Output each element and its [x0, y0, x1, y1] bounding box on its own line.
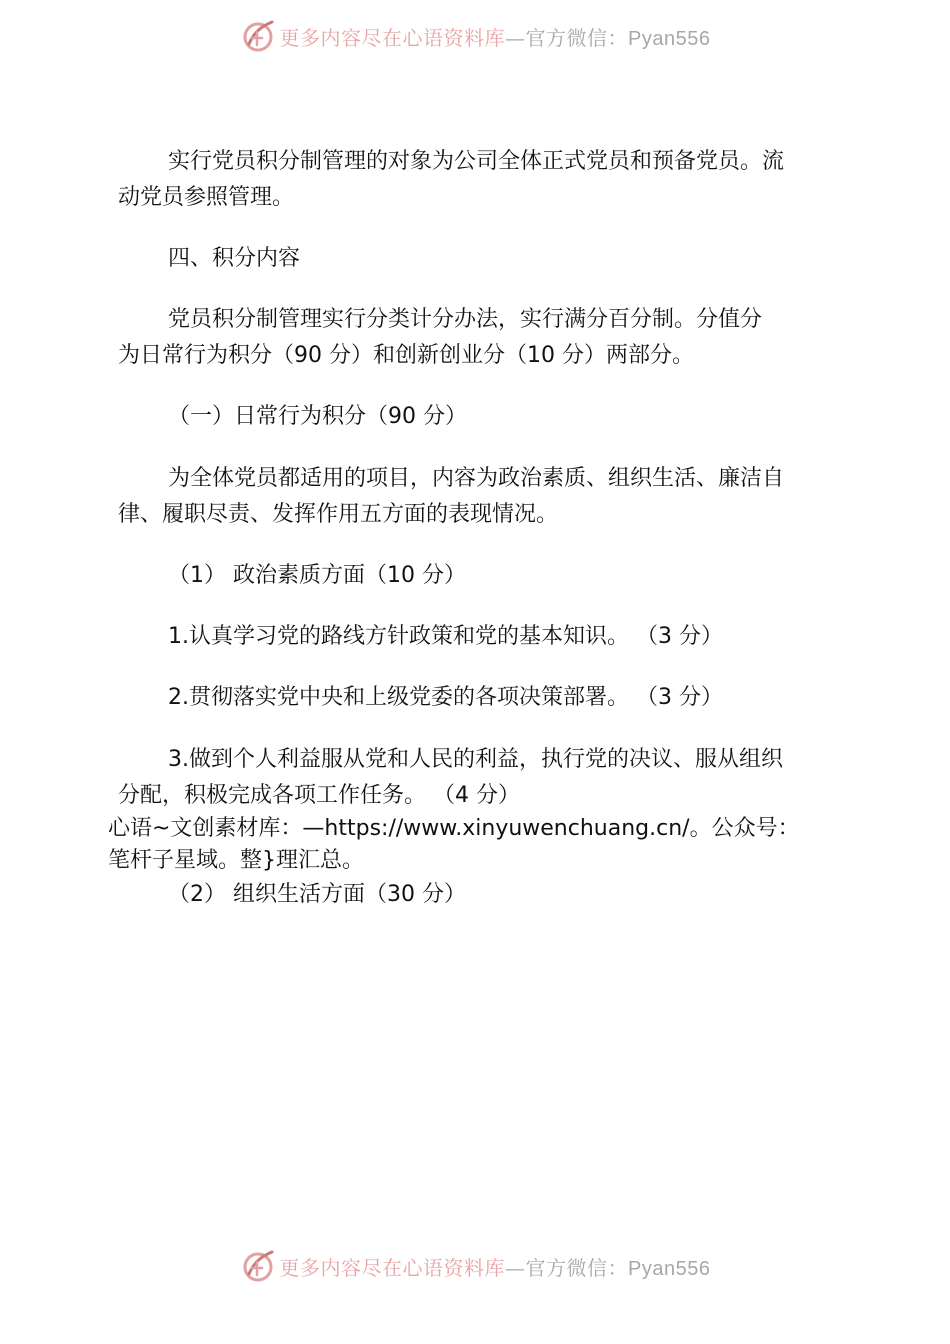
- credit-line-2: 笔杆子星域。整}理汇总。: [108, 848, 364, 873]
- brand-logo-icon: [240, 18, 276, 54]
- banner-brand: 更多内容尽在心语资料库: [279, 25, 506, 50]
- item-1-point-3-line-2: 分配，积极完成各项工作任务。 （4 分）: [118, 783, 520, 808]
- banner-wechat-label: 官方微信：: [525, 1255, 629, 1280]
- item-1-point-3-line-1: 3.做到个人利益服从党和人民的利益，执行党的决议、服从组织: [168, 747, 783, 772]
- header-banner: [0, 16, 950, 56]
- brand-logo-icon: [240, 1248, 276, 1284]
- item-1-title: （1） 政治素质方面（10 分）: [168, 563, 466, 588]
- paragraph-2-line-1: 党员积分制管理实行分类计分办法，实行满分百分制。分值分: [168, 307, 763, 332]
- item-1-point-1: 1.认真学习党的路线方针政策和党的基本知识。 （3 分）: [168, 624, 723, 649]
- paragraph-2-line-2: 为日常行为积分（90 分）和创新创业分（10 分）两部分。: [118, 343, 694, 368]
- banner-brand: 更多内容尽在心语资料库: [279, 1255, 506, 1280]
- credit-line-1: 心语~文创素材库：—https://www.xinyuwenchuang.cn/。公众号：: [108, 816, 800, 841]
- banner-text: [280, 22, 711, 51]
- item-2-title: （2） 组织生活方面（30 分）: [168, 882, 466, 907]
- footer-banner: [0, 1246, 950, 1286]
- banner-dash: —: [505, 1255, 526, 1280]
- paragraph-1-line-2: 动党员参照管理。: [118, 185, 295, 210]
- paragraph-3-line-2: 律、履职尽责、发挥作用五方面的表现情况。: [118, 502, 559, 527]
- banner-text: [280, 1252, 711, 1281]
- paragraph-3-line-1: 为全体党员都适用的项目，内容为政治素质、组织生活、廉洁自: [168, 466, 785, 491]
- section-heading-4: 四、积分内容: [168, 246, 301, 271]
- subheading-daily-points: （一）日常行为积分（90 分）: [168, 404, 467, 429]
- banner-wechat-label: 官方微信：: [525, 25, 629, 50]
- banner-account: Pyan556: [628, 1257, 711, 1280]
- banner-dash: —: [505, 25, 526, 50]
- paragraph-1-line-1: 实行党员积分制管理的对象为公司全体正式党员和预备党员。流: [168, 149, 785, 174]
- item-1-point-2: 2.贯彻落实党中央和上级党委的各项决策部署。 （3 分）: [168, 685, 723, 710]
- banner-account: Pyan556: [628, 27, 711, 50]
